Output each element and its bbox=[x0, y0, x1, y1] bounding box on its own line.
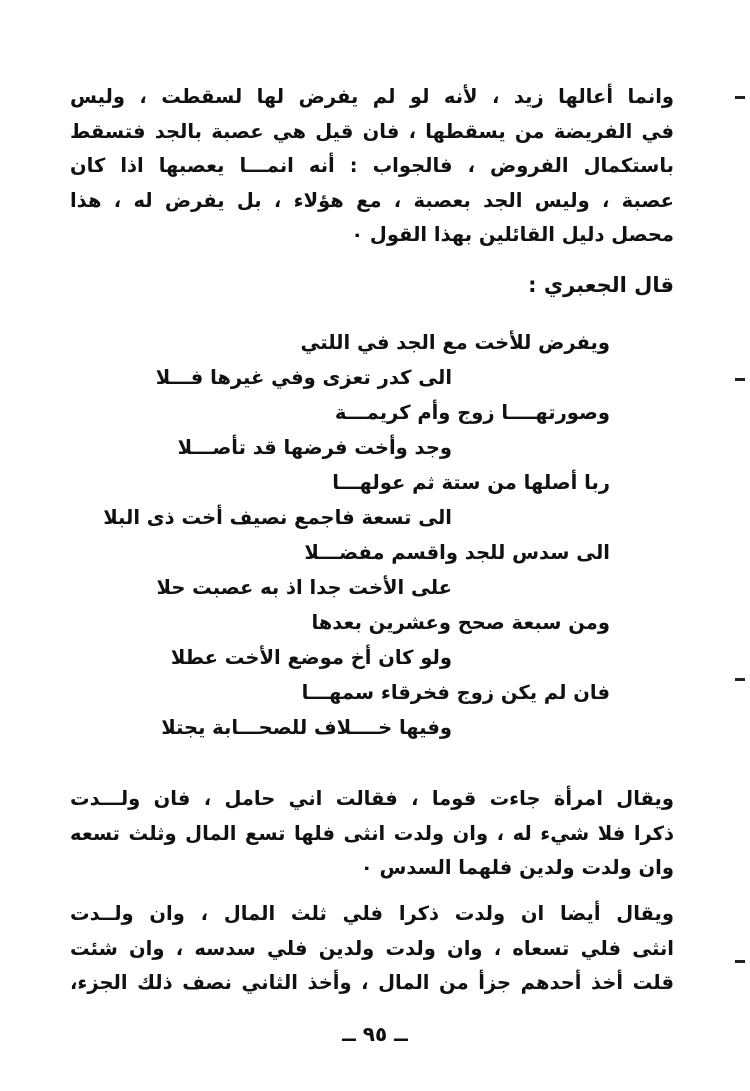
verse-line: فان لم يكن زوج فخرقاء سمهـــا bbox=[301, 681, 610, 704]
text-line: محصل دليل القائلين بهذا القول ٠ bbox=[351, 223, 674, 246]
verse-line: ومن سبعة صحح وعشرين بعدها bbox=[311, 611, 610, 634]
text-line: وان ولدت ولدين فلهما السدس ٠ bbox=[360, 856, 674, 879]
section-heading: قال الجعبري : bbox=[528, 273, 674, 297]
paragraph-also-said bbox=[70, 897, 674, 1001]
verse-line: على الأخت جدا اذ به عصبت حلا bbox=[156, 576, 452, 599]
verse-line: الى تسعة فاجمع نصيف أخت ذى البلا bbox=[103, 506, 452, 529]
paragraph-intro bbox=[70, 80, 674, 253]
verse-line: ربا أصلها من ستة ثم عولهـــا bbox=[332, 471, 610, 494]
text-line: وانما أعالها زيد ، لأنه لو لم يفرض لها لسقطت ، وليس bbox=[70, 85, 674, 108]
verse-line: ويفرض للأخت مع الجد في اللتي bbox=[300, 331, 610, 354]
text-line: ويقال امرأة جاءت قوما ، فقالت اني حامل ، فان ولـــدت bbox=[70, 787, 674, 810]
text-line: قلت أخذ أحدهم جزأ من المال ، وأخذ الثاني نصف ذلك الجزء، bbox=[70, 971, 674, 994]
paragraph-pregnant-woman bbox=[70, 782, 674, 886]
verse-line: الى سدس للجد واقسم مفضـــلا bbox=[304, 541, 610, 564]
margin-mark bbox=[735, 96, 745, 99]
text-line: انثى فلي تسعاه ، وان ولدت ولدين فلي سدسه ، وان شئت bbox=[70, 936, 674, 960]
margin-mark bbox=[735, 960, 745, 963]
verse-line: وفيها خــــلاف للصحـــابة يجتلا bbox=[161, 716, 452, 739]
text-line: عصبة ، وليس الجد بعصبة ، مع هؤلاء ، بل يفرض له ، هذا bbox=[70, 188, 674, 212]
verse-line: وجد وأخت فرضها قد تأصـــلا bbox=[177, 436, 452, 459]
margin-mark bbox=[735, 678, 745, 681]
margin-mark bbox=[735, 378, 745, 381]
text-line: في الفريضة من يسقطها ، فان قيل هي عصبة بالجد فتسقط bbox=[70, 119, 674, 143]
page-number: ــ ٩٥ ــ bbox=[342, 1022, 408, 1046]
text-line: ويقال أيضا ان ولدت ذكرا فلي ثلث المال ، وان ولــدت bbox=[70, 902, 674, 925]
verse-line: الى كدر تعزى وفي غيرها فـــلا bbox=[155, 366, 452, 389]
verse-line: ولو كان أخ موضع الأخت عطلا bbox=[170, 646, 452, 669]
text-line: ذكرا فلا شيء له ، وان ولدت انثى فلها تسع المال وثلث تسعه bbox=[70, 821, 674, 845]
text-line: باستكمال الفروض ، فالجواب : أنه انمـــا يعصبها اذا كان bbox=[70, 154, 674, 177]
verse-line: وصورتهــــا زوج وأم كريمـــة bbox=[334, 401, 610, 424]
